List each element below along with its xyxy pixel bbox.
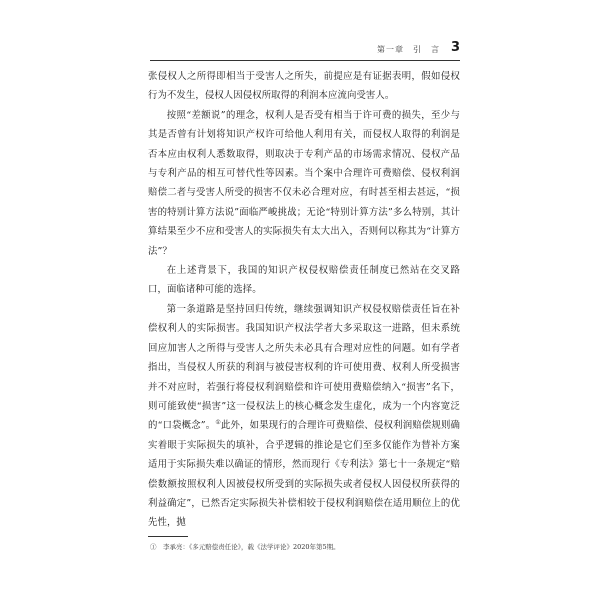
running-header — [150, 40, 460, 61]
paragraph: 张侵权人之所得即相当于受害人之所失，前提应是有证据表明，假如侵权行为不发生，侵权人因侵权所取得的利润本应流向受害人。 — [148, 71, 460, 102]
footnote-marker: ① — [215, 419, 221, 427]
paragraph: 按照“差额说”的理念，权利人是否受有相当于许可费的损失，至少与其是否曾有计划将知识产权许可给他人利用有关，而侵权人取得的利润是否本应由权利人悉数取得，则取决于专利产品的市场需求情况、侵权产品与专利产品的相互可替代性等因素。当个案中合理许可费赔偿、侵权利润赔偿二者与受害人所受的损害不仅未必合理对应，有时甚至相去甚远，“损害的特别计算方法说”面临严峻挑战；无论“特别计算方法”多么特别，其计算结果至少不应和受害人的实际损失有太大出入，否则何以称其为“计算方法”？ — [148, 109, 460, 257]
footnote-divider — [148, 536, 188, 537]
chapter-title: 第一章 引 言 — [377, 45, 440, 54]
paragraph: 在上述背景下，我国的知识产权侵权赔偿责任制度已然站在交叉路口，面临诸种可能的选择。 — [148, 265, 460, 296]
body-text — [148, 67, 460, 533]
paragraph-text: 此外，如果现行的合理许可费赔偿、侵权利润赔偿规则确实着眼于实际损失的填补，合乎逻辑的推论是它们至多仅能作为替补方案适用于实际损失难以确证的情形，然而现行《专利法》第七十一条规定“赔偿数额按照权利人因被侵权所受到的实际损失或者侵权人因侵权所获得的利益确定”，已然否定实际损失补偿相较于侵权利润赔偿在适用顺位上的优先性，抛 — [148, 420, 461, 529]
footnote: ① 李承亮：《多元赔偿责任论》，载《法学评论》2020年第5期。 — [150, 543, 340, 551]
paragraph — [148, 300, 460, 533]
page-number: 3 — [450, 40, 460, 55]
paragraph-text: 第一条道路是坚持回归传统，继续强调知识产权侵权赔偿责任旨在补偿权利人的实际损害。我国知识产权法学者大多采取这一进路，但未系统回应加害人之所得与受害人之所失未必具有合理对应性的问题。如有学者指出，当侵权人所获的利润与被侵害权利的许可使用费、权利人所受损害并不对应时，若强行将侵权利润赔偿和许可使用费赔偿纳入“损害”名下，则可能致使“损害”这一侵权法上的核心概念发生虚化，成为一个内容宽泛的“口袋概念”。 — [148, 303, 460, 432]
